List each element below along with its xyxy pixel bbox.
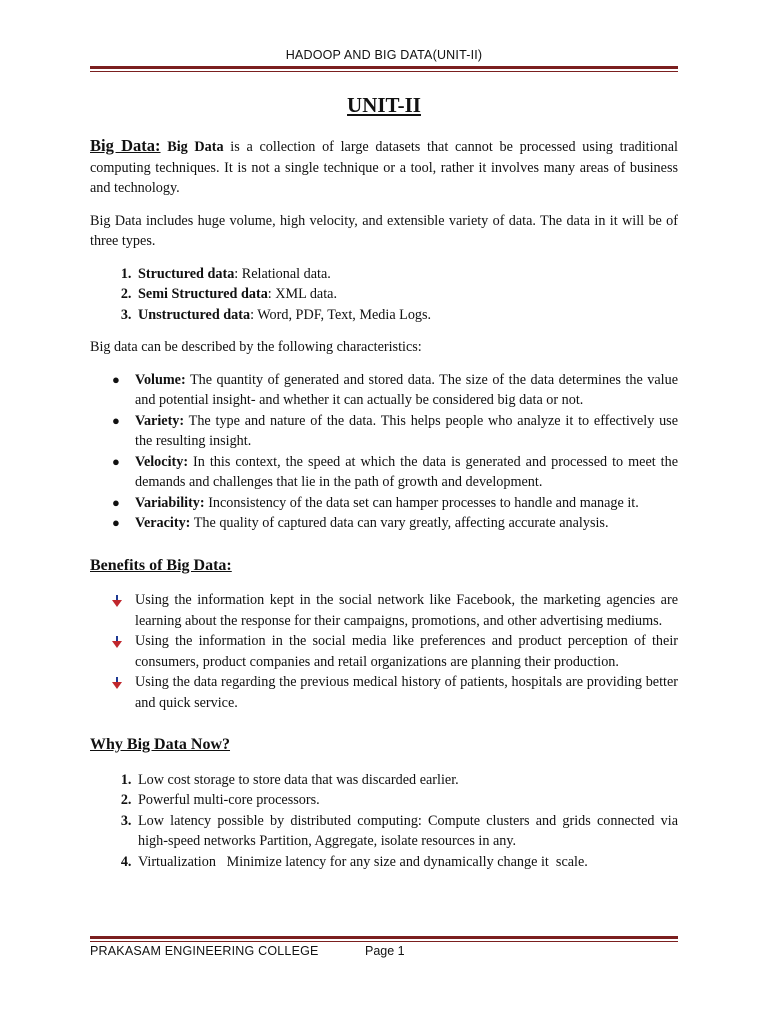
types-intro-paragraph: Big Data includes huge volume, high velocity, and extensible variety of data. The data in it will be of three types.: [90, 212, 678, 249]
list-item: [135, 590, 678, 631]
header-rule: [90, 66, 678, 72]
char-term: Volume:: [135, 371, 186, 388]
why-heading: Why Big Data Now?: [90, 736, 231, 753]
list-item: [112, 513, 678, 534]
list-item: [135, 284, 678, 305]
char-desc: Inconsistency of the data set can hamper processes to handle and manage it.: [204, 494, 639, 511]
benefits-list: [90, 590, 678, 713]
intro-heading: Big Data:: [90, 136, 161, 155]
footer-rule: [90, 936, 678, 942]
bullet-dot-icon: ●: [112, 412, 120, 428]
characteristics-list: [90, 370, 678, 534]
bullet-dot-icon: ●: [112, 515, 120, 530]
footer-college: PRAKASAM ENGINEERING COLLEGE: [90, 944, 319, 958]
type-desc: : Word, PDF, Text, Media Logs.: [250, 306, 432, 323]
list-item: [135, 672, 678, 713]
page-number: Page 1: [365, 944, 405, 958]
list-item: [112, 370, 678, 411]
char-term: Velocity:: [135, 453, 189, 470]
list-item: [112, 411, 678, 452]
char-term: Variability:: [135, 494, 205, 511]
bullet-dot-icon: ●: [112, 453, 120, 469]
list-item: [135, 631, 678, 672]
char-desc: The quality of captured data can vary greatly, affecting accurate analysis.: [190, 515, 609, 531]
characteristics-intro: Big data can be described by the following characteristics:: [90, 339, 422, 355]
list-item: 4. Virtualization Minimize latency for any size and dynamically change it scale.: [135, 852, 678, 873]
bullet-dot-icon: ●: [112, 494, 120, 510]
why-list: [90, 770, 678, 873]
list-item: 2. Powerful multi-core processors.: [135, 790, 678, 811]
list-item: [135, 305, 678, 326]
arrow-down-icon: [112, 636, 122, 648]
list-item: 3. Low latency possible by distributed computing: Compute clusters and grids connected via high-speed networks Partition, Aggregate, isolate resources in any.: [135, 811, 678, 852]
arrow-down-icon: [112, 595, 122, 607]
type-desc: : Relational data.: [234, 265, 331, 282]
type-term: Semi Structured data: [138, 286, 268, 302]
type-desc: : XML data.: [267, 286, 338, 302]
char-desc: The quantity of generated and stored data. The size of the data determines the value and potential insight- and whether it can actually be considered big data or not.: [135, 371, 678, 408]
benefit-text: Using the data regarding the previous medical history of patients, hospitals are providing better and quick service.: [135, 674, 678, 711]
list-item: [112, 452, 678, 493]
intro-paragraph: [90, 136, 678, 199]
page-header-title: HADOOP AND BIG DATA(UNIT-II): [285, 48, 483, 62]
arrow-down-icon: [112, 677, 122, 689]
list-item: [112, 493, 678, 514]
list-item: 1. Low cost storage to store data that was discarded earlier.: [135, 770, 678, 791]
char-desc: In this context, the speed at which the data is generated and processed to meet the demands and challenges that lie in the path of growth and development.: [135, 453, 678, 490]
document-body: [90, 92, 678, 884]
intro-lead: Big Data: [167, 139, 224, 155]
benefit-text: Using the information in the social media like preferences and product perception of their consumers, product companies and retail organizations are planning their production.: [135, 633, 678, 670]
benefits-heading: Benefits of Big Data:: [90, 556, 232, 574]
benefit-text: Using the information kept in the social network like Facebook, the marketing agencies are learning about the response for their campaigns, promotions, and other advertising mediums.: [135, 592, 678, 629]
char-desc: The type and nature of the data. This helps people who analyze it to effectively use the resulting insight.: [135, 412, 678, 449]
bullet-dot-icon: ●: [112, 371, 120, 387]
type-term: Structured data: [138, 265, 235, 282]
char-term: Variety:: [135, 412, 185, 429]
type-term: Unstructured data: [138, 306, 251, 323]
unit-title: UNIT-II: [347, 93, 421, 117]
intro-text: is a collection of large datasets that cannot be processed using traditional computing techniques. It is not a single technique or a tool, rather it involves many areas of business and technology.: [90, 139, 678, 196]
data-types-list: [90, 264, 678, 326]
char-term: Veracity:: [135, 515, 191, 531]
list-item: [135, 264, 678, 285]
